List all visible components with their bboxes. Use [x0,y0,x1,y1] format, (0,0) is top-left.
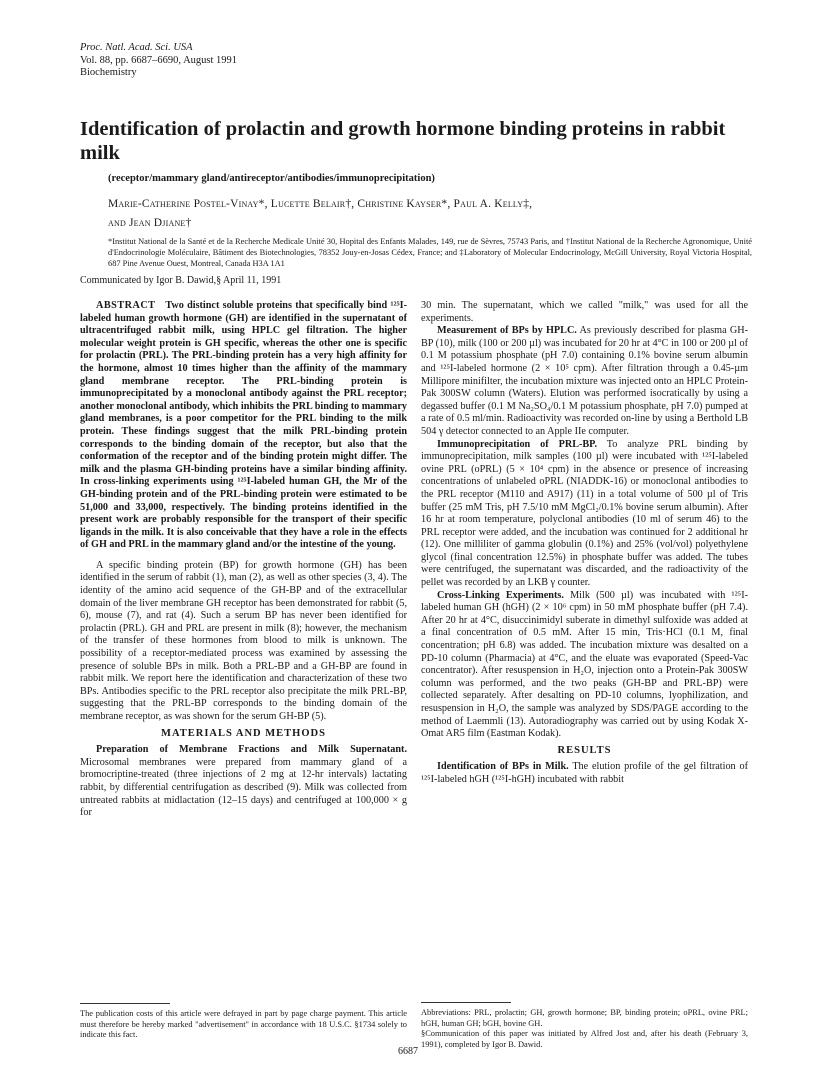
hplc-heading: Measurement of BPs by HPLC. [437,325,577,337]
journal-name: Proc. Natl. Acad. Sci. USA [80,42,193,53]
author-line-1: Marie-Catherine Postel-Vinay*, Lucette Belair†, Christine Kayser*, Paul A. Kelly‡, [108,198,533,210]
affiliations: *Institut National de la Santé et de la Recherche Medicale Unité 30, Hopital des Enfants Malades, 149, rue de Sèvres, 75743 Paris, and †Institut National de la Recherche Agronomique, Unité d'Endocrinologie Moléculaire, Bâtiment des Biotechnologies, 78352 Jouy-en-Josas Cédex, France; and ‡Laboratory of Molecular Endocrinology, McGill University, Royal Victoria Hospital, 687 Pine Avenue Ouest, Montreal, Canada H3A 1A1 [108,237,752,268]
crosslinking-heading: Cross-Linking Experiments. [437,589,564,601]
abstract-label: ABSTRACT [96,300,156,311]
preparation-heading: Preparation of Membrane Fractions and Milk Supernatant. [96,744,407,756]
introduction-paragraph: A specific binding protein (BP) for growth hormone (GH) has been identified in the serum of rabbit (1), man (2), as well as other species (3, 4). The identity of the amino acid sequence of the GH-BP and of the extracellular domain of the liver membrane GH receptor has been demonstrated for rabbit (5, 6), mouse (7), and rat (4). Such a serum BP has never been identified for prolactin (PRL). GH and PRL are present in milk (8); however, the mechanism of the transfer of these hormones from blood to milk is unknown. The possibility of a receptor-mediated process was examined by assessing the presence of soluble BPs in milk. Both a PRL-BP and a GH-BP are found in rabbit milk. We report here the identification and characterization of these two BPs. Antibodies specific to the PRL receptor also precipitate the milk PRL-BP, suggesting that the PRL-BP corresponds to the binding domain of the membrane receptor, as was shown for the serum GH-BP (5). [80,559,407,722]
immunoprecipitation-heading: Immunoprecipitation of PRL-BP. [437,438,598,450]
journal-header [80,42,237,80]
results-heading: RESULTS [557,744,612,756]
author-list [108,195,748,233]
abbreviations-footnote: Abbreviations: PRL, prolactin; GH, growth hormone; BP, binding protein; oPRL, ovine PRL; hGH, human GH; bGH, bovine GH. [421,1008,748,1028]
article-title: Identification of prolactin and growth hormone binding proteins in rabbit milk [80,118,726,164]
author-line-2: and Jean Djiane† [108,217,192,229]
publication-cost-footnote: The publication costs of this article were defrayed in part by page charge payment. This article must therefore be hereby marked "advertisement" in accordance with 18 U.S.C. §1734 solely to indicate this fact. [80,1009,407,1039]
methods-preparation-paragraph [80,744,407,820]
identification-text: The elution profile of the gel filtration of ¹²⁵I-labeled hGH (¹²⁵I-hGH) incubated with rabbit [421,761,748,785]
page-number: 6687 [398,1046,418,1057]
footnote-divider-right [421,1002,511,1003]
preparation-text: Microsomal membranes were prepared from mammary gland of a bromocriptine-treated (three injections of 2 mg at 12-hr intervals) lactating rabbit, by differential centrifugation as described (9). Milk was collected from untreated rabbits at midlactation (12–15 days) and centrifuged at 100,000 × g for [80,756,407,819]
crosslinking-text: Milk (500 µl) was incubated with ¹²⁵I-labeled human GH (hGH) (2 × 10⁶ cpm) in 50 mM phosphate buffer (pH 7.4). After 20 hr at 4°C, disuccinimidyl suberate in dimethyl sulfoxide was added at a final concentration of 0.5 mM. After 15 min, Tris·HCl (0.1 M, final concentration; pH 6.8) was added. The incubation mixture was desalted on a PD-10 column (Pharmacia) at 4°C, and the eluate was evaporated (Speed-Vac concentrator). After resuspension in H₂O, injection onto a Protein-Pak 300SW column was performed, and the two peaks (GH-BP and PRL-BP) were collected separately. After desalting on PD-10 columns, lyophilization, and resuspension in H₂O, the sample was analyzed by SDS/PAGE according to the method of Laemmli (13). Autoradiography was carried out by using Kodak X-Omat AR5 film (Eastman Kodak). [421,589,748,740]
immunoprecipitation-paragraph [421,439,748,590]
communication-footnote: §Communication of this paper was initiated by Alfred Jost and, after his death (February 3, 1991), completed by Igor B. Dawid. [421,1029,748,1049]
journal-volume: Vol. 88, pp. 6687–6690, August 1991 [80,54,238,66]
hplc-text: As previously described for plasma GH-BP (10), milk (100 or 200 µl) was incubated for 20 hr at 4°C in 100 or 200 µl of 0.1 M potassium phosphate (pH 7.0) containing 0.1% bovine serum albumin and ¹²⁵I-labeled hormone (2 × 10⁵ cpm). After filtration through a 0.45-µm Millipore minifilter, the incubation mixture was injected onto an HPLC Protein-Pak 300SW column (Waters). Elution was performed isocratically by using a degassed buffer (0.1 M Na₂SO₄/0.1 M potassium phosphate, pH 7.0) pumped at a rate of 0.5 ml/min. Radioactivity was recorded on-line by using a Berthold LB 504 γ detector connected to an Apple IIe computer. [421,325,748,437]
right-column [421,300,748,787]
hplc-paragraph [421,325,748,438]
crosslinking-paragraph [421,590,748,741]
right-footnotes [421,1008,748,1050]
methods-heading: MATERIALS AND METHODS [161,727,326,739]
abstract [80,300,407,552]
continued-paragraph: 30 min. The supernatant, which we called "milk," was used for all the experiments. [421,300,748,324]
communicated-by: Communicated by Igor B. Dawid,§ April 11, 1991 [80,275,282,286]
left-column [80,300,407,820]
identification-paragraph [421,761,748,786]
journal-section: Biochemistry [80,67,137,78]
abstract-text: Two distinct soluble proteins that specifically bind ¹²⁵I-labeled human growth hormone (GH) are identified in the supernatant of ultracentrifuged rabbit milk, using HPLC gel filtration. The higher molecular weight protein is GH specific, whereas the other one is specific for prolactin (PRL). The PRL-binding protein has a very high affinity for the hormone, almost 10 times higher than the affinity of the mammary gland membrane receptor. The PRL-binding protein is immunoprecipitated by a monoclonal antibody against the PRL receptor; another monoclonal antibody, which inhibits the PRL binding to mammary gland membranes, is a poor competitor for the PRL binding to the milk protein. These findings suggest that the milk PRL-binding protein corresponds to the binding domain of the receptor, but also that the conformation of the receptor and of the binding protein might differ. The milk and the plasma GH-binding proteins have a similar binding affinity. In cross-linking experiments using ¹²⁵I-labeled human GH, the Mr of the GH-binding protein and of the PRL-binding protein were estimated to be 51,000 and 33,000, respectively. The binding proteins identified in the present work are probably responsible for the transport of their specific ligands in the milk. It is also conceivable that they have a role in the effects of GH and PRL in the mammary gland and/or the intestine of the young. [80,300,408,551]
footnote-divider-left [80,1003,170,1004]
immunoprecipitation-text: To analyze PRL binding by immunoprecipitation, milk samples (100 µl) were incubated with ¹²⁵I-labeled ovine PRL (oPRL) (5 × 10⁴ cpm) in the absence or presence of increasing concentrations of unlabeled oPRL (NIADDK-16) or monoclonal antibodies to the PRL receptor (M110 and A917) (11) in a total volume of 500 µl of Tris buffer (25 mM Tris, pH 7.5/10 mM MgCl₂/0.1% bovine serum albumin). After 16 hr at room temperature, polyclonal antibodies (10 ml of serum 46) to the PRL receptor were added, and the incubation was continued for 2 additional hr (12). One milliliter of gamma globulin (0.1%) and 25% (vol/vol) polyethylene glycol (final concentration 12.5%) in phosphate buffer was added. The tubes were centrifuged, the supernatant was discarded, and the radioactivity of the pellet was recorded by an LKB γ counter. [421,438,748,589]
identification-heading: Identification of BPs in Milk. [437,761,569,773]
keywords: (receptor/mammary gland/antireceptor/antibodies/immunoprecipitation) [108,173,435,184]
